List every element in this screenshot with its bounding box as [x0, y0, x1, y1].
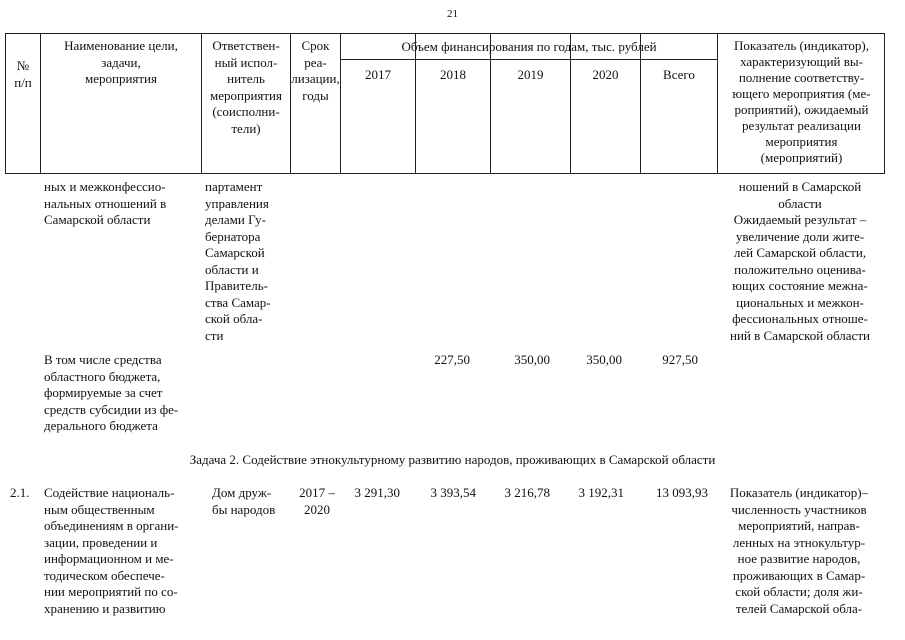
continued-row-indicator: ношений в Самарской области Ожидаемый результат – увеличение доли жите- лей Самарской области, положительно оценива- ющих состояние межна- циональных и межкон- фессиональных отноше- ний в Самарской области — [730, 179, 870, 343]
funding-subheader-line — [340, 59, 717, 60]
header-responsible: Ответствен- ный испол- нитель мероприятия (соисполни- тели) — [209, 38, 282, 136]
row-2-1-number: 2.1. — [10, 485, 30, 500]
subsidy-2020: 350,00 — [586, 352, 622, 367]
header-name: Наименование цели, задачи, мероприятия — [64, 38, 178, 86]
row-2-1-2017: 3 291,30 — [354, 485, 400, 500]
subsidy-2018: 227,50 — [434, 352, 470, 367]
header-year-2017: 2017 — [365, 67, 391, 82]
continued-row-responsible: партамент управления делами Гу- бернатора Самарской области и Правитель- ства Самар- ской обла- сти — [205, 179, 271, 343]
page-number: 21 — [447, 8, 458, 20]
row-2-1-name: Содействие националь- ным общественным объединениям в органи- зации, проведении и информационном и ме- тодическом обеспече- нии мероприятий по со- хранению и развитию — [44, 485, 179, 616]
header-total: Всего — [663, 67, 695, 82]
header-year-2019: 2019 — [517, 67, 544, 82]
column-divider — [415, 34, 416, 173]
row-2-1-indicator: Показатель (индикатор)– численность участников мероприятий, направ- ленных на этнокультур- ное развитие народов, проживающих в Самар- ской области; доля жи- телей Самарской обла- — [729, 485, 869, 616]
task-2-heading: Задача 2. Содействие этнокультурному развитию народов, проживающих в Самарской области — [189, 452, 716, 467]
row-2-1-2019: 3 216,78 — [504, 485, 550, 500]
row-2-1-responsible: Дом друж- бы народов — [212, 485, 276, 517]
continued-row-name: ных и межконфессио- нальных отношений в Самарской области — [44, 179, 167, 227]
header-funding: Объем финансирования по годам, тыс. рублей — [401, 39, 657, 54]
column-divider — [490, 34, 491, 173]
subsidy-2019: 350,00 — [514, 352, 550, 367]
header-number: № п/п — [14, 58, 32, 90]
table-header — [5, 33, 885, 174]
subsidy-total: 927,50 — [662, 352, 698, 367]
column-divider — [570, 34, 571, 173]
subsidy-row-name: В том числе средства областного бюджета, формируемые за счет средств субсидии из фе- дерального бюджета — [44, 352, 179, 433]
header-year-2020: 2020 — [592, 67, 619, 82]
header-year-2018: 2018 — [440, 67, 466, 82]
header-indicator: Показатель (индикатор), характеризующий вы- полнение соответству- ющего мероприятия (ме- роприятий), ожидаемый результат реализации мероприятия (мероприятий) — [732, 38, 871, 165]
row-2-1-2020: 3 192,31 — [578, 485, 624, 500]
row-2-1-term: 2017 – 2020 — [299, 485, 335, 517]
row-2-1-2018: 3 393,54 — [430, 485, 476, 500]
header-term: Срок реа- лизации, годы — [291, 38, 340, 103]
column-divider — [340, 34, 341, 173]
column-divider — [640, 34, 641, 173]
row-2-1-total: 13 093,93 — [656, 485, 708, 500]
